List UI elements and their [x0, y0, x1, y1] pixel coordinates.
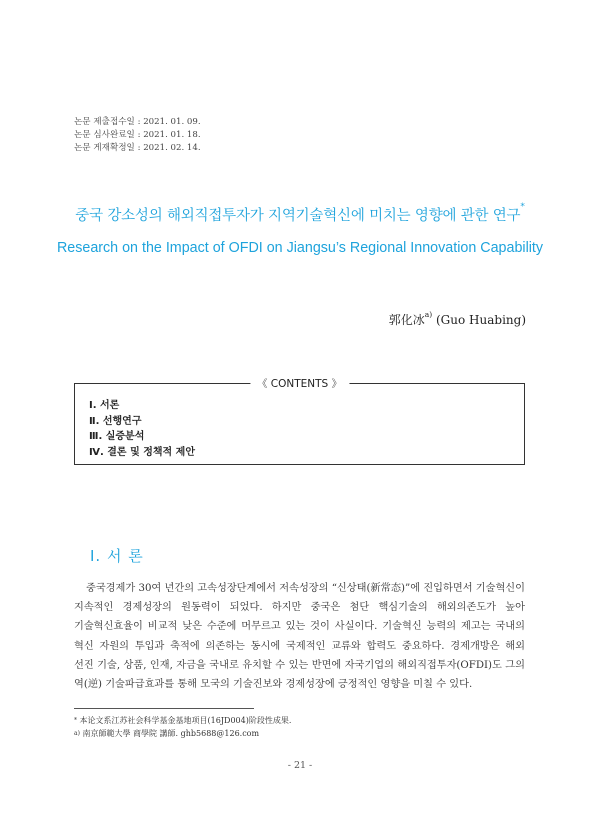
footnote: [74, 727, 291, 740]
footnote-mark: *: [74, 717, 77, 724]
title-korean-text: 중국 강소성의 해외직접투자가 지역기술혁신에 미치는 영향에 관한 연구: [75, 208, 521, 224]
submission-dates: [74, 116, 201, 155]
contents-item: Ⅰ. 서론: [89, 400, 120, 411]
contents-title: 《 CONTENTS 》: [250, 376, 349, 391]
page-number: - 21 -: [287, 760, 313, 771]
body-line: 역(逆) 기술파급효과를 통해 모국의 기술진보와 경제성장에 긍정적인 영향을 미칠 수 있다.: [74, 679, 473, 691]
author-name-chinese: 郭化冰: [388, 313, 425, 327]
title-english: Research on the Impact of OFDI on Jiangsu’s Regional Innovation Capability: [56, 240, 544, 256]
body-line: 중국경제가 30여 년간의 고속성장단계에서 저속성장의 “신상태(新常态)”에 진입하면서 기술혁신이: [86, 583, 525, 594]
title-footnote-mark: *: [520, 202, 525, 212]
section-heading: Ⅰ. 서 론: [90, 547, 144, 565]
body-line: 기술혁신효율이 비교적 낮은 수준에 머무르고 있는 것이 사실이다. 기술혁신 능력의 제고는 국내의: [74, 621, 525, 633]
footnote-mark: a): [74, 730, 80, 737]
contents-item: Ⅱ. 선행연구: [89, 415, 142, 427]
contents-box: [74, 378, 525, 465]
author-footnote-mark: a): [424, 310, 433, 319]
footnote-divider: [74, 708, 254, 709]
date-reviewed: 논문 심사완료일 : 2021. 01. 18.: [74, 130, 201, 140]
body-line: 혁신 자원의 투입과 축적에 의존하는 동시에 국제적인 교류와 합력도 중요하다. 경제개방은 해외: [74, 640, 525, 652]
contents-item: Ⅳ. 결론 및 정책적 제안: [89, 446, 195, 458]
title-korean: [0, 204, 600, 225]
contents-list: [89, 398, 195, 460]
footnote: [74, 714, 291, 727]
date-submitted: 논문 제출접수일 : 2021. 01. 09.: [74, 117, 201, 127]
author: [389, 311, 526, 328]
footnotes: [74, 714, 291, 740]
body-line: 지속적인 경제성장의 원동력이 되었다. 하지만 중국은 첨단 핵심기술의 해외의존도가 높아: [74, 602, 525, 614]
body-paragraph: [74, 579, 525, 694]
footnote-text: 本论文系江苏社会科学基金基地项目(16JD004)阶段性成果.: [79, 716, 292, 725]
date-accepted: 논문 게재확정일 : 2021. 02. 14.: [74, 143, 201, 153]
footnote-text: 南京師範大學 商學院 講師. ghb5688@126.com: [82, 729, 260, 738]
author-name-english: (Guo Huabing): [436, 313, 526, 327]
body-line: 선진 기술, 상품, 인재, 자금을 국내로 유치할 수 있는 반면에 자국기업의 해외직접투자(OFDI)도 그의: [74, 659, 525, 671]
contents-item: Ⅲ. 실증분석: [89, 431, 145, 442]
